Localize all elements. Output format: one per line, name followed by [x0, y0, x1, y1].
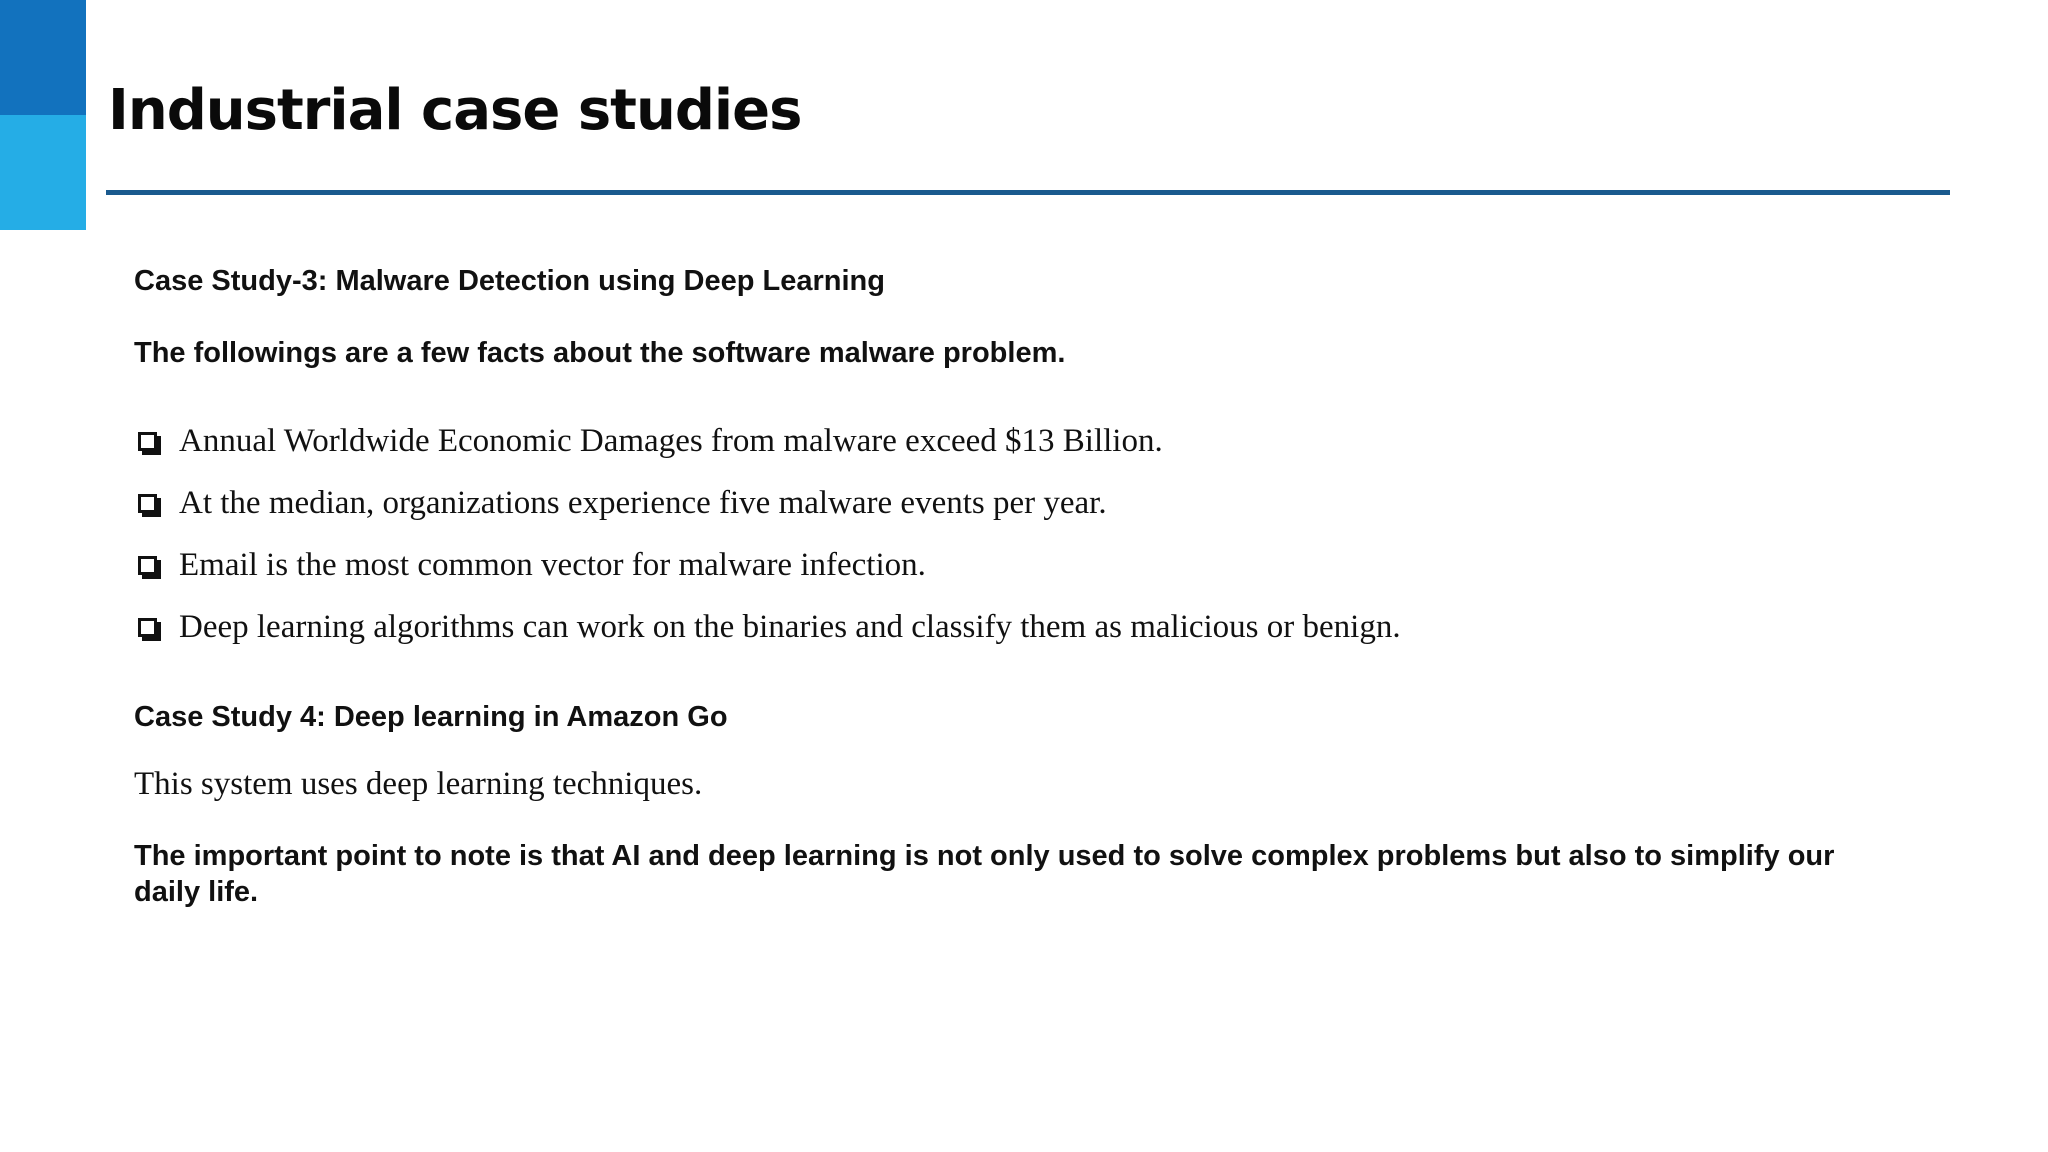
facts-intro: The followings are a few facts about the software malware problem. [134, 337, 1066, 369]
fact-text: At the median, organizations experience five malware events per year. [179, 484, 1107, 521]
important-note: The important point to note is that AI and deep learning is not only used to solve complex problems but also to simplify our daily life. [134, 840, 1835, 908]
accent-block-dark [0, 0, 86, 115]
list-item [134, 410, 1894, 472]
slide-title: Industrial case studies [108, 78, 802, 143]
fact-text: Email is the most common vector for malware infection. [179, 546, 926, 583]
checkbox-square-icon [138, 618, 157, 637]
list-item [134, 534, 1894, 596]
facts-list [134, 410, 1894, 658]
checkbox-square-icon [138, 494, 157, 513]
accent-block-light [0, 115, 86, 230]
fact-text: Deep learning algorithms can work on the binaries and classify them as malicious or benign. [179, 608, 1401, 645]
list-item [134, 472, 1894, 534]
fact-text: Annual Worldwide Economic Damages from malware exceed $13 Billion. [179, 422, 1163, 459]
slide-content [134, 262, 1894, 910]
case-study-3-heading: Case Study-3: Malware Detection using Deep Learning [134, 265, 885, 297]
checkbox-square-icon [138, 556, 157, 575]
case-study-4-heading: Case Study 4: Deep learning in Amazon Go [134, 701, 728, 733]
case-study-4-text: This system uses deep learning techniques. [134, 766, 703, 802]
title-underline [106, 190, 1950, 195]
checkbox-square-icon [138, 432, 157, 451]
list-item [134, 596, 1894, 658]
